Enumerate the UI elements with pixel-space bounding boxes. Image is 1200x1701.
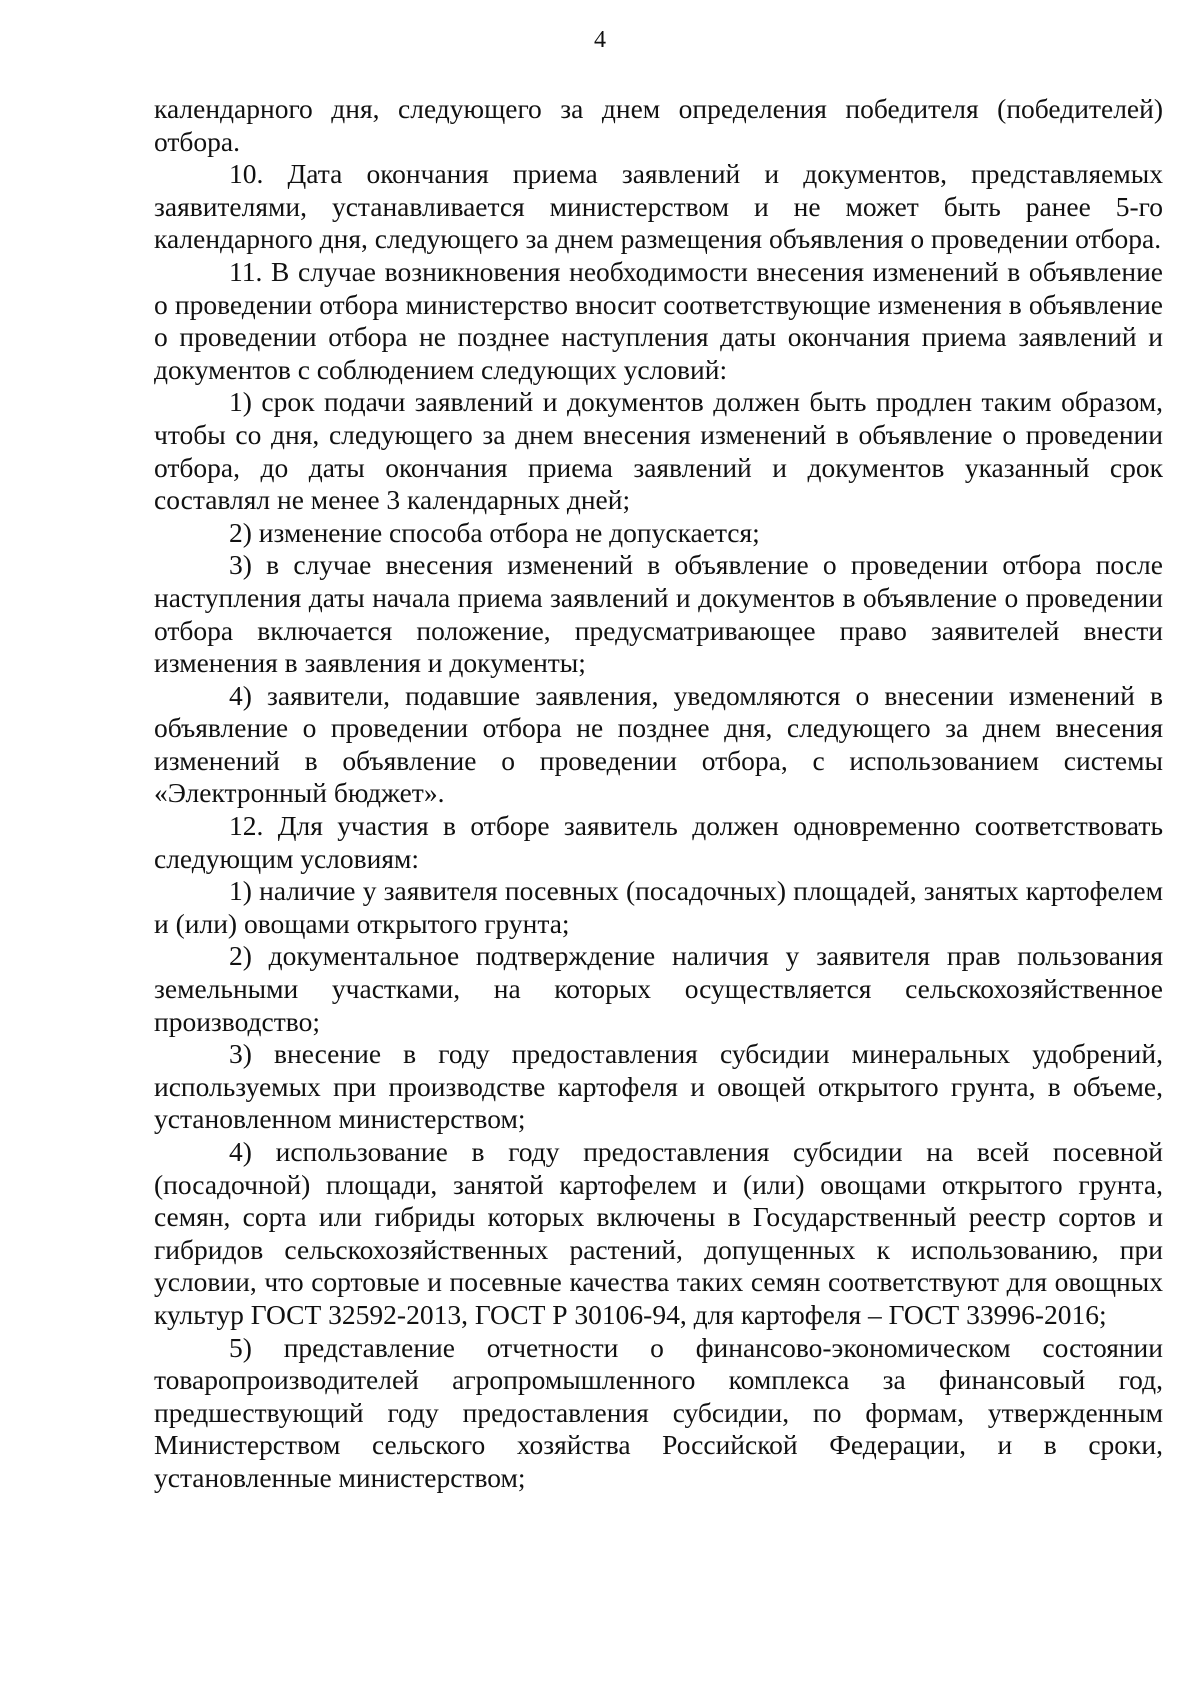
- paragraph-item-12-4: 4) использование в году предоставления субсидии на всей посевной (посадочной) площади, занятой картофелем и (или) овощами открытого грунта, семян, сорта или гибриды которых включены в Государственный реестр сортов и гибридов сельскохозяйственных растений, допущенных к использованию, при условии, что сортовые и посевные качества таких семян соответствуют для овощных культур ГОСТ 32592-2013, ГОСТ Р 30106-94, для картофеля – ГОСТ 33996-2016;: [154, 1136, 1163, 1330]
- paragraph-item-12: 12. Для участия в отборе заявитель должен одновременно соответствовать следующим условиям:: [154, 810, 1163, 874]
- paragraph-item-11-1: 1) срок подачи заявлений и документов должен быть продлен таким образом, чтобы со дня, следующего за днем внесения изменений в объявление о проведении отбора, до даты окончания приема заявлений и документов указанный срок составлял не менее 3 календарных дней;: [154, 386, 1163, 516]
- document-body: [154, 93, 1163, 1495]
- page-number: 4: [594, 27, 606, 53]
- paragraph-item-12-1: 1) наличие у заявителя посевных (посадочных) площадей, занятых картофелем и (или) овощами открытого грунта;: [154, 875, 1163, 939]
- paragraph-item-11: 11. В случае возникновения необходимости внесения изменений в объявление о проведении отбора министерство вносит соответствующие изменения в объявление о проведении отбора не позднее наступления даты окончания приема заявлений и документов с соблюдением следующих условий:: [154, 255, 1163, 385]
- paragraph-item-11-2: 2) изменение способа отбора не допускается;: [229, 516, 760, 548]
- paragraph-item-12-5: 5) представление отчетности о финансово-экономическом состоянии товаропроизводителей агропромышленного комплекса за финансовый год, предшествующий году предоставления субсидии, по формам, утвержденным Министерством сельского хозяйства Российской Федерации, и в сроки, установленные министерством;: [154, 1331, 1163, 1493]
- paragraph-item-11-4: 4) заявители, подавшие заявления, уведомляются о внесении изменений в объявление о проведении отбора не позднее дня, следующего за днем внесения изменений в объявление о проведении отбора, с использованием системы «Электронный бюджет».: [154, 679, 1163, 809]
- paragraph-item-12-2: 2) документальное подтверждение наличия у заявителя прав пользования земельными участками, на которых осуществляется сельскохозяйственное производство;: [154, 940, 1163, 1037]
- paragraph-item-12-3: 3) внесение в году предоставления субсидии минеральных удобрений, используемых при производстве картофеля и овощей открытого грунта, в объеме, установленном министерством;: [154, 1038, 1163, 1135]
- paragraph-item-11-3: 3) в случае внесения изменений в объявление о проведении отбора после наступления даты начала приема заявлений и документов в объявление о проведении отбора включается положение, предусматривающее право заявителей внести изменения в заявления и документы;: [154, 549, 1163, 679]
- paragraph-item-10: 10. Дата окончания приема заявлений и документов, представляемых заявителями, устанавливается министерством и не может быть ранее 5-го календарного дня, следующего за днем размещения объявления о проведении отбора.: [154, 158, 1163, 255]
- paragraph-continuation: календарного дня, следующего за днем определения победителя (победителей) отбора.: [154, 93, 1163, 157]
